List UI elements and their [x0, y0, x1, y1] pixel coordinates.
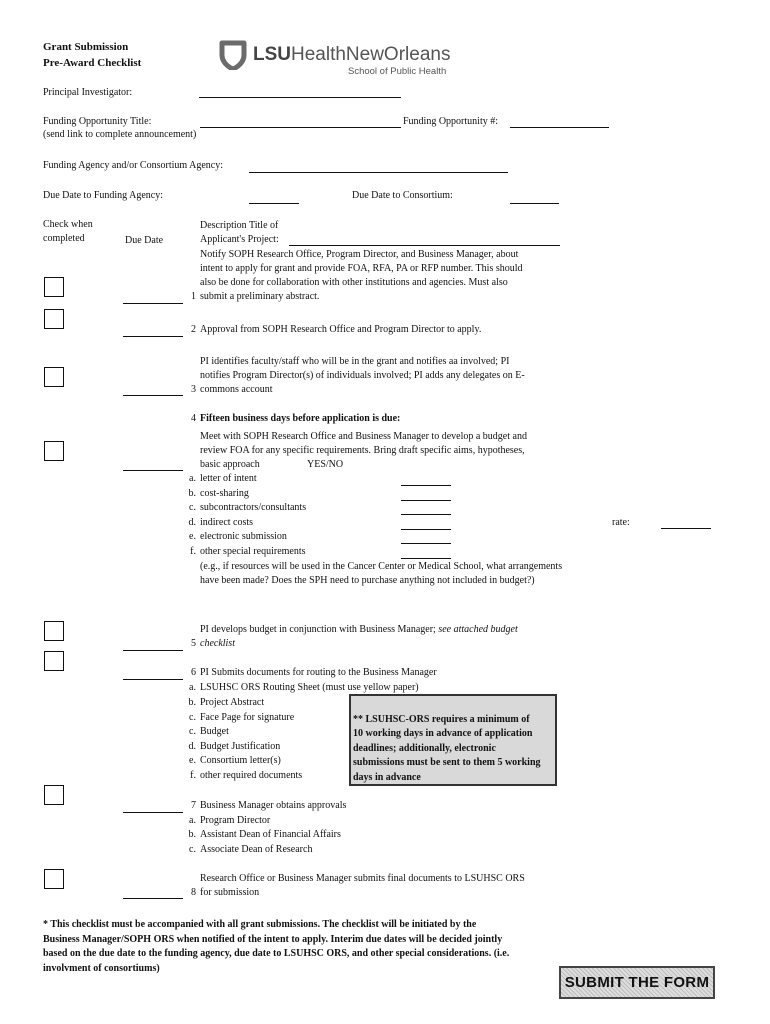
item4-sub-text: other special requirements — [200, 546, 306, 557]
item4-sub-text: indirect costs — [200, 517, 254, 528]
logo-lsu-text: LSU — [253, 44, 291, 65]
item6-sub-text: other required documents — [200, 770, 303, 781]
item4-sub-letter: d. — [188, 517, 196, 528]
item2-text: Approval from SOPH Research Office and Program Director to apply. — [200, 324, 482, 335]
due-agency-input-line[interactable] — [249, 203, 299, 204]
pi-input-line[interactable] — [199, 97, 401, 98]
item4-sub-letter: a. — [189, 473, 196, 484]
item6-sub-letter: c. — [189, 712, 196, 723]
shield-logo-icon — [217, 38, 249, 70]
item7-checkbox[interactable] — [44, 785, 64, 805]
item6-sub-text: Face Page for signature — [200, 712, 295, 723]
form-title-line1: Grant Submission — [43, 41, 129, 53]
logo-health-text: HealthNewOrleans — [291, 44, 451, 65]
item6-sub-letter: f. — [190, 770, 196, 781]
item4-heading: Fifteen business days before application is due: — [200, 413, 401, 424]
item8-line2: for submission — [200, 887, 260, 898]
due-consortium-input-line[interactable] — [510, 203, 559, 204]
item4-due-date-line[interactable] — [123, 470, 183, 471]
footer-note-line: based on the due date to the funding agency, due date to LSUHSC ORS, and other special considerations. (i.e. — [43, 948, 510, 959]
item6-sub-letter: b. — [188, 697, 196, 708]
item4-sub-text: cost-sharing — [200, 488, 249, 499]
item3-checkbox[interactable] — [44, 367, 64, 387]
item4-number: 4 — [191, 413, 196, 424]
item1-line4: submit a preliminary abstract. — [200, 291, 320, 302]
item4-sub-answer-line[interactable] — [401, 543, 451, 544]
pi-label: Principal Investigator: — [43, 87, 133, 98]
due-consortium-label: Due Date to Consortium: — [352, 190, 453, 201]
item3-number: 3 — [191, 384, 196, 395]
item5-line2: checklist — [200, 638, 235, 649]
item6-checkbox[interactable] — [44, 651, 64, 671]
col-desc-line1: Description Title of — [200, 220, 279, 231]
item1-number: 1 — [191, 291, 196, 302]
item6-sub-text: LSUHSC ORS Routing Sheet (must use yellow paper) — [200, 682, 419, 693]
item6-text: PI Submits documents for routing to the Business Manager — [200, 667, 437, 678]
item1-line1: Notify SOPH Research Office, Program Director, and Business Manager, about — [200, 249, 519, 260]
item2-checkbox[interactable] — [44, 309, 64, 329]
item4-line2: review FOA for any specific requirements. Bring draft specific aims, hypotheses, — [200, 445, 525, 456]
item4-sub-letter: f. — [190, 546, 196, 557]
item5-text: PI develops budget in conjunction with Business Manager; — [200, 624, 439, 635]
item6-sub-letter: e. — [189, 755, 196, 766]
due-agency-label: Due Date to Funding Agency: — [43, 190, 163, 201]
col-check-line2: completed — [43, 233, 85, 244]
project-title-input-line[interactable] — [289, 245, 560, 246]
item4-line1: Meet with SOPH Research Office and Business Manager to develop a budget and — [200, 431, 527, 442]
item3-line3: commons account — [200, 384, 273, 395]
funding-title-note: (send link to complete announcement) — [43, 129, 197, 140]
ors-deadline-note-box — [349, 694, 557, 786]
item7-sub-letter: c. — [189, 844, 196, 855]
item4-sub-text: electronic submission — [200, 531, 287, 542]
footer-note-line: Business Manager/SOPH ORS when notified of the intent to apply. Interim due dates will be decided jointly — [43, 934, 503, 945]
ors-note-line: submissions must be sent to them 5 working — [353, 757, 541, 769]
item6-sub-letter: d. — [188, 741, 196, 752]
item4-sub-answer-line[interactable] — [401, 529, 451, 530]
item4-sub-answer-line[interactable] — [401, 485, 451, 486]
item5-italic-text: see attached budget — [438, 624, 518, 635]
item4-note-line1: (e.g., if resources will be used in the Cancer Center or Medical School, what arrangements — [200, 561, 563, 572]
funding-number-input-line[interactable] — [510, 127, 609, 128]
funding-title-input-line[interactable] — [200, 127, 401, 128]
item8-checkbox[interactable] — [44, 869, 64, 889]
item5-number: 5 — [191, 638, 196, 649]
item7-sub-text: Associate Dean of Research — [200, 844, 313, 855]
logo-subtitle: School of Public Health — [348, 66, 447, 77]
item3-line2: notifies Program Director(s) of individuals involved; PI adds any delegates on E- — [200, 370, 525, 381]
item7-text: Business Manager obtains approvals — [200, 800, 347, 811]
col-desc-line2: Applicant's Project: — [200, 234, 279, 245]
item3-due-date-line[interactable] — [123, 395, 183, 396]
item6-sub-text: Consortium letter(s) — [200, 755, 281, 766]
item1-line2: intent to apply for grant and provide FOA, RFA, PA or RFP number. This should — [200, 263, 523, 274]
ors-note-line: ** LSUHSC-ORS requires a minimum of — [353, 714, 530, 725]
item1-line3: also be done for collaboration with other institutions and agencies. Must also — [200, 277, 508, 288]
item4-sub-text: subcontractors/consultants — [200, 502, 307, 513]
item6-sub-letter: c. — [189, 726, 196, 737]
rate-input-line[interactable] — [661, 528, 711, 529]
form-title-line2: Pre-Award Checklist — [43, 57, 142, 69]
item4-checkbox[interactable] — [44, 441, 64, 461]
funding-number-label: Funding Opportunity #: — [403, 116, 499, 127]
item6-due-date-line[interactable] — [123, 679, 183, 680]
item3-line1: PI identifies faculty/staff who will be in the grant and notifies aa involved; PI — [200, 356, 510, 367]
item6-sub-text: Budget — [200, 726, 229, 737]
item4-sub-answer-line[interactable] — [401, 514, 451, 515]
submit-form-button[interactable]: SUBMIT THE FORM — [559, 966, 715, 999]
item2-due-date-line[interactable] — [123, 336, 183, 337]
item7-sub-text: Program Director — [200, 815, 271, 826]
item8-number: 8 — [191, 887, 196, 898]
item2-number: 2 — [191, 324, 196, 335]
item5-line1 — [200, 623, 518, 637]
item7-number: 7 — [191, 800, 196, 811]
item6-number: 6 — [191, 667, 196, 678]
rate-label: rate: — [612, 517, 630, 528]
item8-line1: Research Office or Business Manager submits final documents to LSUHSC ORS — [200, 873, 525, 884]
item1-due-date-line[interactable] — [123, 303, 183, 304]
item7-sub-text: Assistant Dean of Financial Affairs — [200, 829, 341, 840]
item4-line3: basic approach — [200, 459, 260, 470]
item4-note-line2: have been made? Does the SPH need to purchase anything not included in budget?) — [200, 575, 535, 586]
item4-sub-letter: c. — [189, 502, 196, 513]
footer-note-line: * This checklist must be accompanied with all grant submissions. The checklist will be initiated by the — [43, 919, 477, 930]
item7-due-date-line[interactable] — [123, 812, 183, 813]
agency-input-line[interactable] — [249, 172, 508, 173]
item4-sub-answer-line[interactable] — [401, 558, 451, 559]
agency-label: Funding Agency and/or Consortium Agency: — [43, 160, 223, 171]
item4-sub-answer-line[interactable] — [401, 500, 451, 501]
col-check-line1: Check when — [43, 219, 93, 230]
item6-sub-text: Project Abstract — [200, 697, 265, 708]
lsu-health-logo — [217, 38, 457, 82]
item6-sub-text: Budget Justification — [200, 741, 281, 752]
item4-sub-text: letter of intent — [200, 473, 257, 484]
ors-note-line: deadlines; additionally, electronic — [353, 742, 496, 754]
item5-due-date-line[interactable] — [123, 650, 183, 651]
item8-due-date-line[interactable] — [123, 898, 183, 899]
ors-note-line: days in advance — [353, 771, 421, 783]
footer-note-line: involvment of consortiums) — [43, 963, 160, 974]
item7-sub-letter: a. — [189, 815, 196, 826]
item4-yes-no: YES/NO — [307, 459, 344, 470]
funding-title-label: Funding Opportunity Title: — [43, 116, 152, 127]
item5-checkbox[interactable] — [44, 621, 64, 641]
item7-sub-letter: b. — [188, 829, 196, 840]
item1-checkbox[interactable] — [44, 277, 64, 297]
item4-sub-letter: b. — [188, 488, 196, 499]
ors-note-line: 10 working days in advance of application — [353, 728, 533, 740]
item6-sub-letter: a. — [189, 682, 196, 693]
item4-sub-letter: e. — [189, 531, 196, 542]
col-due-date: Due Date — [125, 235, 164, 246]
